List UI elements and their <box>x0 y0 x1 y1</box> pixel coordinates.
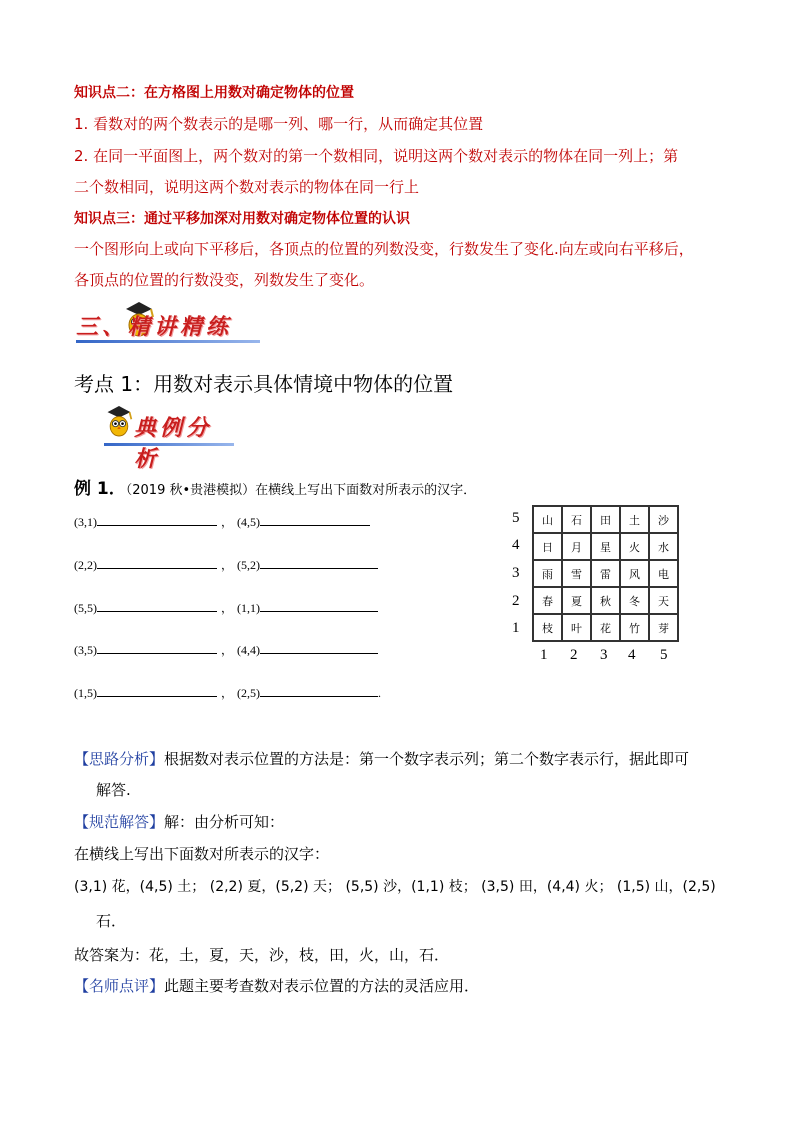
pair-label: (3,1) <box>74 515 97 529</box>
pair-label: (1,1) <box>237 601 261 615</box>
grid-cell: 石 <box>562 506 591 533</box>
answer-intro: 解：由分析可知： <box>164 813 285 831</box>
comment-line <box>74 975 479 996</box>
grid-cell: 芽 <box>649 614 678 641</box>
grid-row <box>533 614 678 641</box>
grid-cell: 天 <box>649 587 678 614</box>
grid-cell: 雷 <box>591 560 620 587</box>
row-label: 3 <box>512 565 520 581</box>
answer-blank[interactable] <box>97 599 217 612</box>
answer-blank[interactable] <box>260 641 378 654</box>
col-label: 3 <box>600 647 608 663</box>
blank-row-3 <box>74 599 378 616</box>
answer-blank[interactable] <box>260 513 370 526</box>
grid-cell: 水 <box>649 533 678 560</box>
grid-row <box>533 560 678 587</box>
answer-blank[interactable] <box>260 684 378 697</box>
grid-row <box>533 533 678 560</box>
grid-cell: 竹 <box>620 614 649 641</box>
answer-line-3: (3,1) 花，(4,5) 土； (2,2) 夏，(5,2) 天； (5,5) 沙，(1,1) 枝； (3,5) 田，(4,4) 火； (1,5) 山，(2,5) <box>74 879 716 895</box>
pair-label: (3,5) <box>74 643 97 657</box>
blank-row-5 <box>74 684 381 701</box>
owl-mascot-icon <box>104 403 134 439</box>
answer-tag: 【规范解答】 <box>74 813 165 831</box>
separator: ， <box>221 558 234 572</box>
comment-text: 此题主要考查数对表示位置的方法的灵活应用． <box>164 977 480 995</box>
grid-cell: 电 <box>649 560 678 587</box>
separator: ， <box>221 601 234 615</box>
grid-cell: 沙 <box>649 506 678 533</box>
grid-cell: 风 <box>620 560 649 587</box>
grid-cell: 春 <box>533 587 562 614</box>
grid-cell: 花 <box>591 614 620 641</box>
pair-label: (5,5) <box>74 601 97 615</box>
answer-blank[interactable] <box>97 556 217 569</box>
separator: ， <box>221 515 234 529</box>
grid-cell: 月 <box>562 533 591 560</box>
blank-row-1 <box>74 513 370 530</box>
section-banner-text: 三、精讲精练 <box>76 314 233 340</box>
section-banner-underline <box>76 340 260 343</box>
blank-row-4 <box>74 641 378 658</box>
grid-cell: 雪 <box>562 560 591 587</box>
blank-row-2 <box>74 556 378 573</box>
kp2-title: 知识点二：在方格图上用数对确定物体的位置 <box>74 85 354 101</box>
separator: ， <box>221 686 234 700</box>
separator: ， <box>221 643 234 657</box>
section-banner <box>76 300 260 340</box>
topic-heading: 考点 1：用数对表示具体情境中物体的位置 <box>74 372 454 396</box>
answer-line-4: 石． <box>96 912 127 930</box>
analysis-tag: 【思路分析】 <box>74 750 165 768</box>
grid-cell: 土 <box>620 506 649 533</box>
answer-blank[interactable] <box>260 556 378 569</box>
pair-label: (1,5) <box>74 686 97 700</box>
example-banner-underline <box>104 443 234 446</box>
grid-cell: 火 <box>620 533 649 560</box>
grid-row <box>533 587 678 614</box>
pair-label: (5,2) <box>237 558 261 572</box>
analysis-text: 根据数对表示位置的方法是：第一个数字表示列；第二个数字表示行，据此即可 <box>164 750 690 768</box>
answer-line-1 <box>74 811 284 832</box>
kp2-item-2-line-2: 二个数相同，说明这两个数对表示的物体在同一行上 <box>74 178 420 196</box>
grid-cell: 山 <box>533 506 562 533</box>
end-mark: . <box>378 686 382 700</box>
row-label: 2 <box>512 593 520 609</box>
example-question <box>74 474 476 499</box>
grid-cell: 日 <box>533 533 562 560</box>
grid-cell: 雨 <box>533 560 562 587</box>
grid-cell: 叶 <box>562 614 591 641</box>
character-grid <box>532 505 679 642</box>
answer-blank[interactable] <box>97 513 217 526</box>
answer-line-2: 在横线上写出下面数对所表示的汉字： <box>74 845 330 863</box>
pair-label: (4,5) <box>237 515 261 529</box>
pair-label: (2,5) <box>237 686 261 700</box>
comment-tag: 【名师点评】 <box>74 977 165 995</box>
example-banner-text: 典例分析 <box>134 415 213 472</box>
col-label: 2 <box>570 647 578 663</box>
kp3-line-1: 一个图形向上或向下平移后，各顶点的位置的列数没变，行数发生了变化.向左或向右平移后， <box>74 240 694 258</box>
grid-cell: 夏 <box>562 587 591 614</box>
kp3-line-2: 各顶点的位置的行数没变，列数发生了变化。 <box>74 271 375 289</box>
col-label: 1 <box>540 647 548 663</box>
analysis-line-1 <box>74 748 689 769</box>
grid-cell: 星 <box>591 533 620 560</box>
row-label: 4 <box>512 537 520 553</box>
answer-line-5: 故答案为：花，土，夏，天，沙，枝，田，火，山，石． <box>74 946 450 964</box>
kp2-item-1: 1. 看数对的两个数表示的是哪一列、哪一行，从而确定其位置 <box>74 115 484 133</box>
pair-label: (4,4) <box>237 643 261 657</box>
grid-row <box>533 506 678 533</box>
example-source: （2019 秋•贵港模拟）在横线上写出下面数对所表示的汉字． <box>125 483 477 498</box>
answer-blank[interactable] <box>97 684 217 697</box>
kp3-title: 知识点三：通过平移加深对用数对确定物体位置的认识 <box>74 211 410 227</box>
grid-cell: 秋 <box>591 587 620 614</box>
example-banner <box>104 403 234 472</box>
grid-cell: 枝 <box>533 614 562 641</box>
row-label: 1 <box>512 620 520 636</box>
kp2-item-2-line-1: 2. 在同一平面图上，两个数对的第一个数相同，说明这两个数对表示的物体在同一列上；第 <box>74 147 679 165</box>
analysis-line-2: 解答. <box>96 781 131 799</box>
answer-blank[interactable] <box>97 641 217 654</box>
row-label: 5 <box>512 510 520 526</box>
example-label: 例 1． <box>74 479 126 499</box>
col-label: 4 <box>628 647 636 663</box>
col-label: 5 <box>660 647 668 663</box>
grid-cell: 冬 <box>620 587 649 614</box>
answer-blank[interactable] <box>260 599 378 612</box>
pair-label: (2,2) <box>74 558 97 572</box>
grid-cell: 田 <box>591 506 620 533</box>
